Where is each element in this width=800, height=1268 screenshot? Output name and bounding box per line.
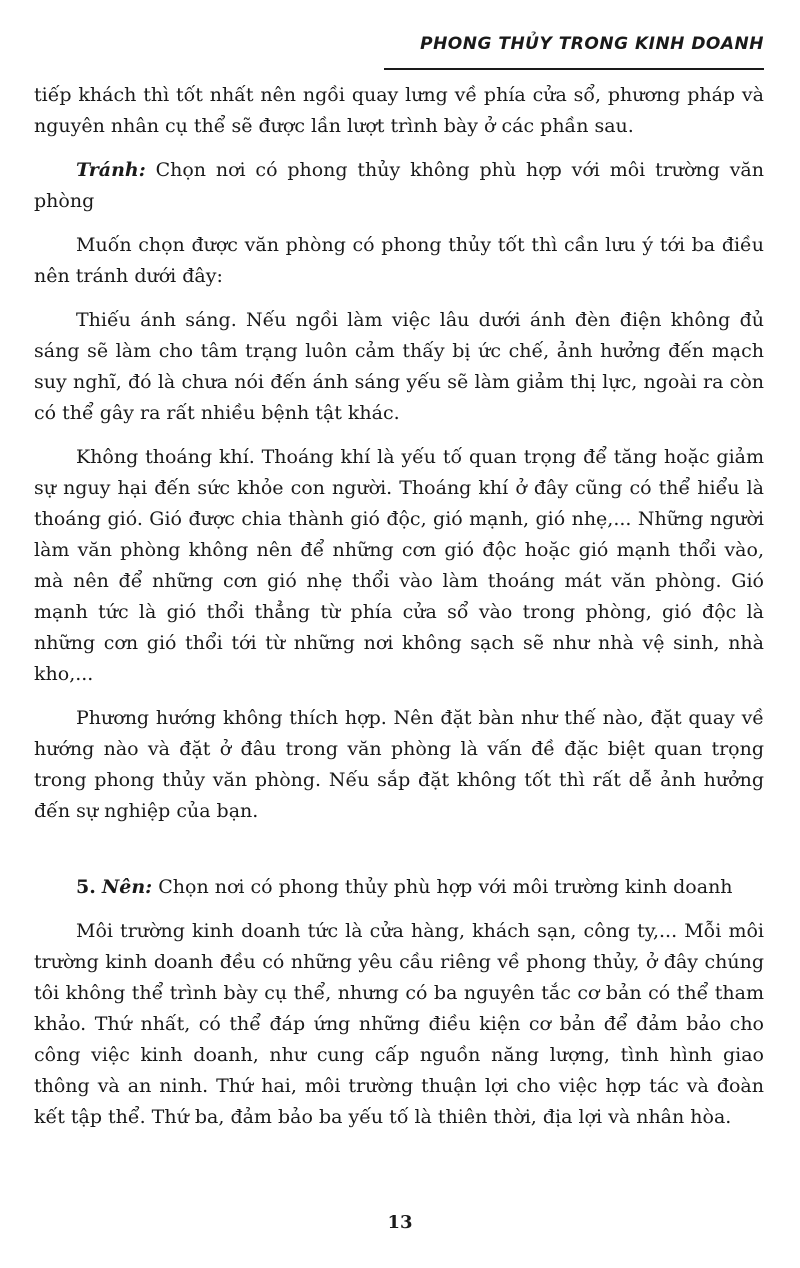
section-number: 5. xyxy=(76,876,96,898)
header-rule xyxy=(384,68,764,70)
avoid-heading-text: Chọn nơi có phong thủy không phù hợp với môi trường văn phòng xyxy=(34,159,764,212)
page-body xyxy=(34,80,764,1146)
paragraph-direction: Phương hướng không thích hợp. Nên đặt bàn như thế nào, đặt quay về hướng nào và đặt ở đâu trong văn phòng là vấn đề đặc biệt quan trọng trong phong thủy văn phòng. Nếu sắp đặt không tốt thì rất dễ ảnh hưởng đến sự nghiệp của bạn. xyxy=(34,707,764,822)
avoid-label: Tránh: xyxy=(76,159,146,181)
paragraph-business-environment: Môi trường kinh doanh tức là cửa hàng, khách sạn, công ty,... Mỗi môi trường kinh doanh đều có những yêu cầu riêng về phong thủy, ở đây chúng tôi không thể trình bày cụ thể, nhưng có ba nguyên tắc cơ bản có thể tham khảo. Thứ nhất, có thể đáp ứng những điều kiện cơ bản để đảm bảo cho công việc kinh doanh, như cung cấp nguồn năng lượng, tình hình giao thông và an ninh. Thứ hai, môi trường thuận lợi cho việc hợp tác và đoàn kết tập thể. Thứ ba, đảm bảo ba yếu tố là thiên thời, địa lợi và nhân hòa. xyxy=(34,920,764,1128)
section-5-heading-text: Chọn nơi có phong thủy phù hợp với môi trường kinh doanh xyxy=(152,876,733,898)
running-header-title: PHONG THỦY TRONG KINH DOANH xyxy=(420,34,764,54)
running-header xyxy=(384,30,764,70)
paragraph-ventilation: Không thoáng khí. Thoáng khí là yếu tố quan trọng để tăng hoặc giảm sự nguy hại đến sức khỏe con người. Thoáng khí ở đây cũng có thể hiểu là thoáng gió. Gió được chia thành gió độc, gió mạnh, gió nhẹ,... Những người làm văn phòng không nên để những cơn gió độc hoặc gió mạnh thổi vào, mà nên để những cơn gió nhẹ thổi vào làm thoáng mát văn phòng. Gió mạnh tức là gió thổi thẳng từ phía cửa sổ vào trong phòng, gió độc là những cơn gió thổi tới từ những nơi không sạch sẽ như nhà vệ sinh, nhà kho,... xyxy=(34,446,764,685)
page-number: 13 xyxy=(387,1212,413,1233)
paragraph-avoid-heading xyxy=(34,155,764,217)
should-label: Nên: xyxy=(101,876,153,898)
paragraph-lighting: Thiếu ánh sáng. Nếu ngồi làm việc lâu dưới ánh đèn điện không đủ sáng sẽ làm cho tâm trạng luôn cảm thấy bị ức chế, ảnh hưởng đến mạch suy nghĩ, đó là chưa nói đến ánh sáng yếu sẽ làm giảm thị lực, ngoài ra còn có thể gây ra rất nhiều bệnh tật khác. xyxy=(34,309,764,424)
paragraph-intro: Muốn chọn được văn phòng có phong thủy tốt thì cần lưu ý tới ba điều nên tránh dưới đây: xyxy=(34,234,764,287)
paragraph-continuation: tiếp khách thì tốt nhất nên ngồi quay lưng về phía cửa sổ, phương pháp và nguyên nhân cụ thể sẽ được lần lượt trình bày ở các phần sau. xyxy=(34,84,764,137)
paragraph-section-5-heading xyxy=(34,872,764,903)
